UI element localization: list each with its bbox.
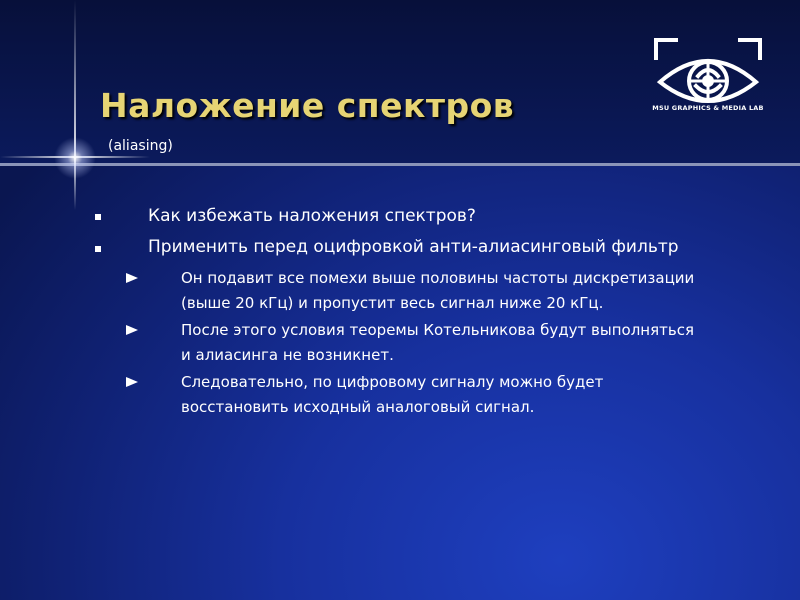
sub-bullet-line: После этого условия теоремы Котельникова будут выполняться xyxy=(181,321,694,339)
logo-caption: MSU GRAPHICS & MEDIA LAB xyxy=(652,104,764,112)
slide-title: Наложение спектров xyxy=(100,86,515,125)
sub-bullet-line: (выше 20 кГц) и пропустит весь сигнал ниже 20 кГц. xyxy=(181,294,604,312)
square-bullet-icon xyxy=(95,246,101,252)
triangle-bullet-icon xyxy=(126,273,138,283)
triangle-bullet-icon xyxy=(126,325,138,335)
bullet-text: Как избежать наложения спектров? xyxy=(148,206,476,226)
sub-bullet-line: восстановить исходный аналоговый сигнал. xyxy=(181,398,535,416)
triangle-bullet-icon xyxy=(126,377,138,387)
square-bullet-icon xyxy=(95,214,101,220)
bullet-text: Применить перед оцифровкой анти-алиасинговый фильтр xyxy=(148,237,679,257)
sub-bullet-line: и алиасинга не возникнет. xyxy=(181,346,394,364)
sub-bullet-line: Следовательно, по цифровому сигналу можно будет xyxy=(181,373,604,391)
slide-subtitle: (aliasing) xyxy=(108,138,173,154)
sub-bullet-line: Он подавит все помехи выше половины частоты дискретизации xyxy=(181,269,695,287)
